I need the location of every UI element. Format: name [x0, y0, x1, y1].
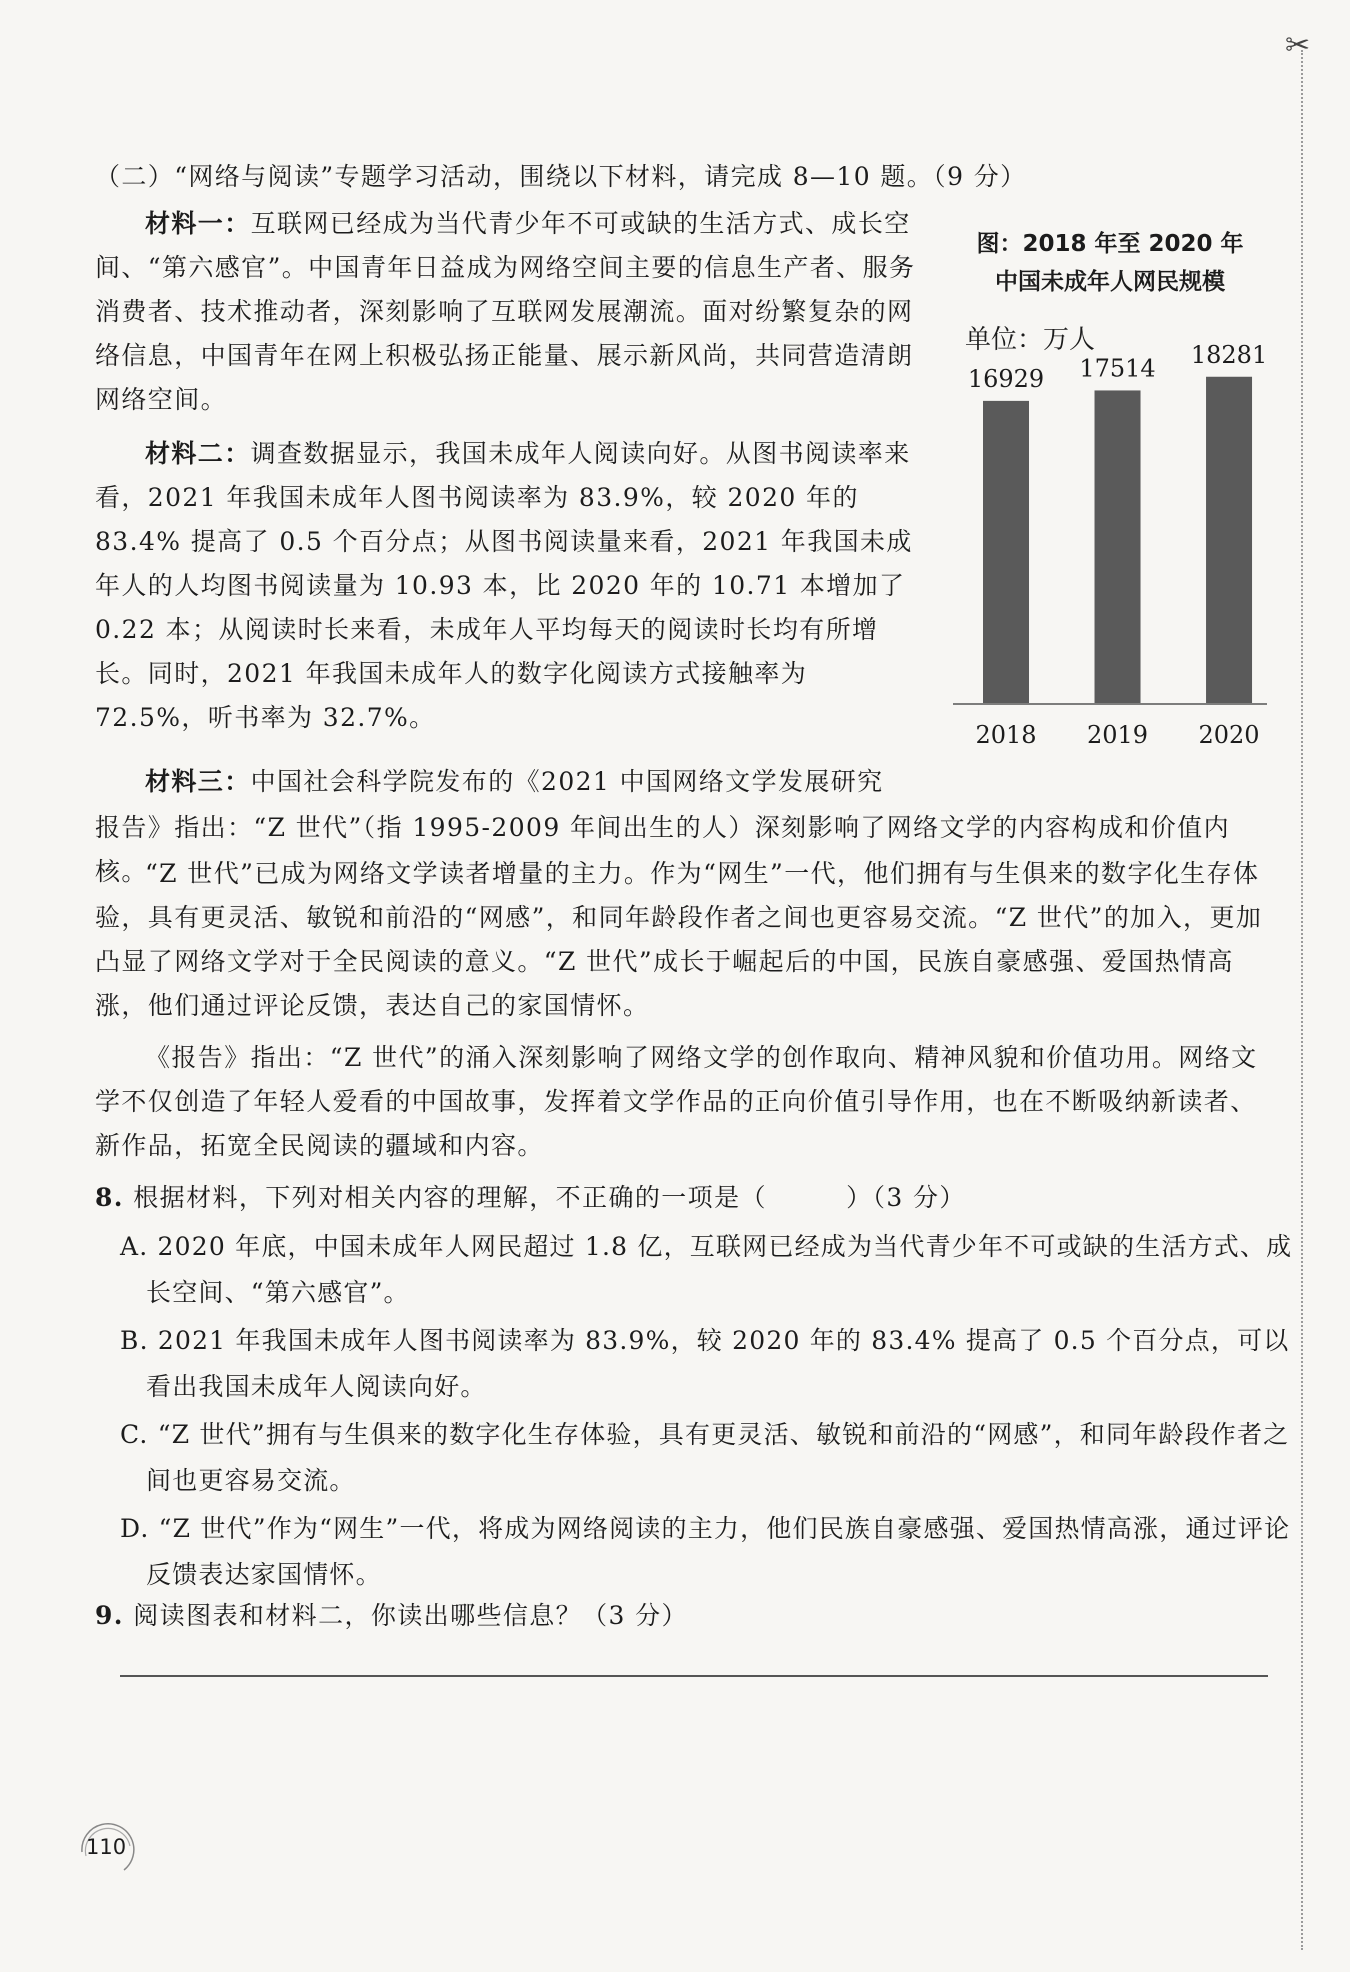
chart-plot	[945, 225, 1275, 770]
answer-line	[120, 1675, 1268, 1677]
chart-data-label-2018: 16929	[967, 364, 1045, 393]
section-header: （二）“网络与阅读”专题学习活动，围绕以下材料，请完成 8—10 题。（9 分）	[95, 162, 1027, 191]
material-one-lead: 材料一：	[145, 209, 251, 238]
bar-chart	[945, 225, 1275, 770]
question-9-number: 9.	[95, 1601, 124, 1630]
chart-bar-2018	[983, 401, 1029, 703]
question-8-number: 8.	[95, 1183, 124, 1212]
material-one-rest: 长空间、“第六感官”。中国青年日益成为网络空间主要的信息生产者、服务消费者、技术推动者，深刻影响了互联网发展潮流。面对纷繁复杂的网络信息，中国青年在网上积极弘扬正能量、展示新风尚，共同营造清朗网络空间。	[95, 209, 916, 414]
material-three-para2: “Z 世代”已成为网络文学读者增量的主力。作为“网生”一代，他们拥有与生俱来的数字化生存体验，具有更灵活、敏锐和前沿的“网感”，和同年龄段作者之间也更容易交流。“Z 世代”的加入，更加凸显了网络文学对于全民阅读的意义。“Z 世代”成长于崛起后的中国，民族自豪感强、爱国热情高涨，他们通过评论反馈，表达自己的家国情怀。	[95, 859, 1263, 1020]
page-number	[74, 1812, 140, 1878]
material-three-lead: 材料三：	[145, 767, 251, 796]
page-number-text: 110	[86, 1835, 127, 1859]
chart-data-label-2020: 18281	[1190, 340, 1268, 369]
chart-unit-label: 单位：万人	[965, 325, 1096, 355]
question-9-stem	[95, 1594, 1265, 1638]
cut-line	[1301, 50, 1303, 1950]
material-two-lead: 材料二：	[145, 439, 251, 468]
option-a: A. 2020 年底，中国未成年人网民超过 1.8 亿，互联网已经成为当代青少年不可或缺的生活方式、成长空间、“第六感官”。	[120, 1232, 1293, 1307]
material-two	[95, 432, 917, 740]
material-three-line2: 报告》指出：“Z 世代”（指 1995-2009 年间出生的人）深刻影响了网络文学的内容构成和价值内核。	[95, 813, 1230, 886]
chart-bar-2019	[1095, 390, 1141, 703]
material-two-body: 调查数据显示，我国未成年人阅读向好。从图书阅读率来看，2021 年我国未成年人图书阅读率为 83.9%，较 2020 年的 83.4% 提高了 0.5 个百分点；从图书阅读量来看，2021 年我国未成年人的人均图书阅读量为 10.93 本，比 2020 年的 10.71 本增加了 0.22 本；从阅读时长来看，未成年人平均每天的阅读时长均有所增长。同时，2021 年我国未成年人的数字化阅读方式接触率为 72.5%，听书率为 32.7%。	[95, 439, 913, 732]
chart-tick-label-2019: 2019	[1086, 721, 1149, 749]
question-8-stem	[95, 1176, 1265, 1220]
option-b: B. 2021 年我国未成年人图书阅读率为 83.9%，较 2020 年的 83.4% 提高了 0.5 个百分点，可以看出我国未成年人阅读向好。	[120, 1326, 1290, 1401]
chart-data-label-2019: 17514	[1079, 354, 1156, 383]
chart-bar-2020	[1206, 377, 1252, 703]
chart-tick-label-2018: 2018	[975, 721, 1037, 749]
material-one	[95, 202, 917, 422]
material-three-intro	[95, 760, 917, 804]
option-d: D. “Z 世代”作为“网生”一代，将成为网络阅读的主力，他们民族自豪感强、爱国热情高涨，通过评论反馈表达家国情怀。	[120, 1514, 1291, 1589]
chart-title-line2: 中国未成年人网民规模	[995, 269, 1225, 295]
material-three-line1: 中国社会科学院发布的《2021 中国网络文学发展研究	[250, 767, 884, 796]
material-one-line1: 互联网已经成为当代青少年不可或缺的生活方式、成	[250, 209, 858, 238]
scissors-icon: ✂	[1285, 28, 1311, 63]
chart-title-line1: 图：2018 年至 2020 年	[976, 231, 1244, 257]
option-c: C. “Z 世代”拥有与生俱来的数字化生存体验，具有更灵活、敏锐和前沿的“网感”，和同年龄段作者之间也更容易交流。	[120, 1420, 1290, 1495]
question-9-text: 阅读图表和材料二，你读出哪些信息？（3 分）	[133, 1601, 688, 1630]
chart-tick-label-2020: 2020	[1198, 721, 1260, 749]
question-8-text: 根据材料，下列对相关内容的理解，不正确的一项是（ ）（3 分）	[133, 1183, 966, 1212]
material-three-para3: 《报告》指出：“Z 世代”的涌入深刻影响了网络文学的创作取向、精神风貌和价值功用。网络文学不仅创造了年轻人爱看的中国故事，发挥着文学作品的正向价值引导作用，也在不断吸纳新读者、新作品，拓宽全民阅读的疆域和内容。	[95, 1043, 1258, 1160]
